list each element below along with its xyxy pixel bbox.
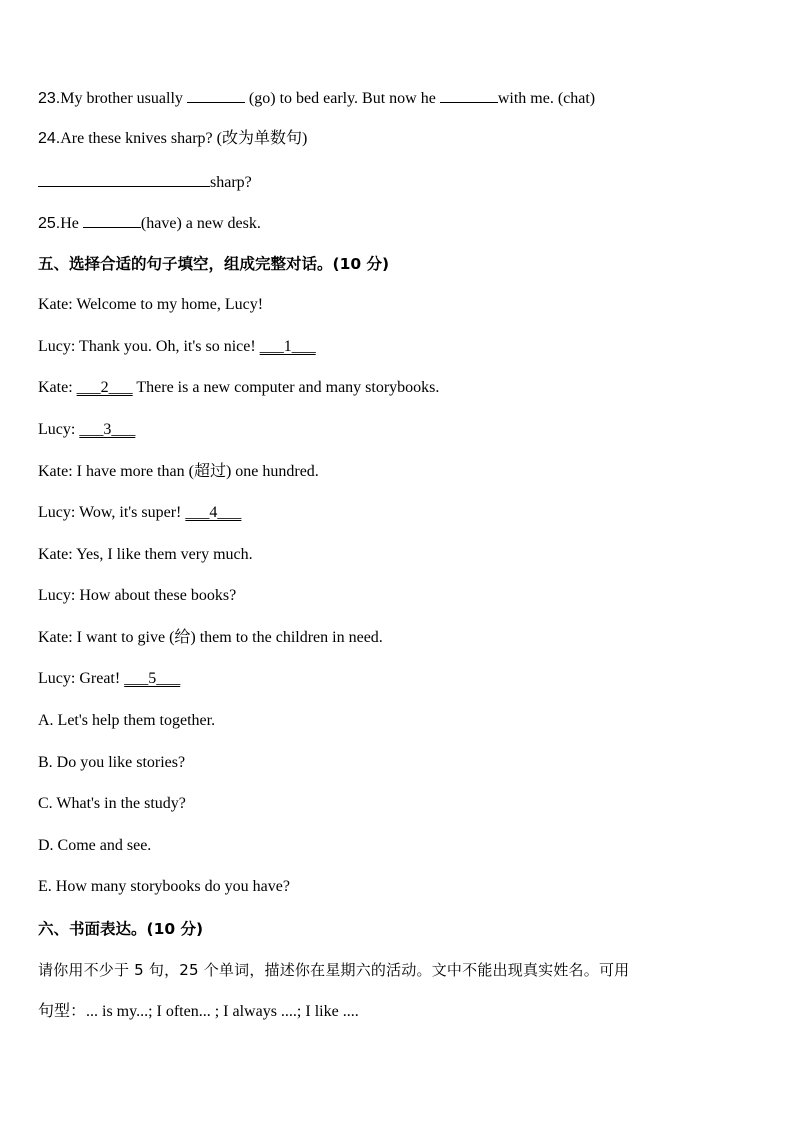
dialogue-text: Welcome to my home, Lucy! [76, 296, 264, 313]
option-e: E. How many storybooks do you have? [38, 878, 290, 895]
answer-blank[interactable] [83, 211, 141, 228]
dialogue-line [38, 419, 135, 441]
speaker: Lucy: [38, 670, 76, 687]
speaker: Kate: [38, 463, 73, 480]
answer-blank[interactable] [187, 86, 245, 103]
dialogue-text: Wow, it's super! [79, 504, 182, 521]
question-number: 24. [38, 130, 61, 147]
section-5-title: 五、选择合适的句子填空，组成完整对话。(10 分) [38, 255, 390, 273]
option-d: D. Come and see. [38, 837, 152, 854]
answer-blank-1[interactable]: ___1___ [259, 338, 316, 355]
dialogue-text: Thank you. Oh, it's so nice! [79, 338, 256, 355]
section-6-instruction-line-1: 请你用不少于 5 句，25 个单词，描述你在星期六的活动。文中不能出现真实姓名。可用 [38, 961, 630, 979]
question-24 [38, 128, 307, 150]
speaker: Kate: [38, 629, 73, 646]
dialogue-line [38, 294, 263, 316]
dialogue-text: How about these books? [79, 587, 237, 604]
option-c: C. What's in the study? [38, 795, 186, 812]
answer-suffix: sharp? [210, 174, 252, 191]
speaker: Lucy: [38, 504, 76, 521]
answer-blank[interactable] [440, 86, 498, 103]
question-number: 25. [38, 215, 61, 232]
section-6-title: 六、书面表达。(10 分) [38, 920, 204, 938]
question-text: Are these knives sharp? (改为单数句) [60, 130, 308, 147]
speaker: Kate: [38, 379, 73, 396]
question-text: (go) to bed early. [248, 90, 359, 107]
question-text: My brother usually [60, 90, 183, 107]
speaker: Kate: [38, 546, 73, 563]
question-text: But now he [362, 90, 436, 107]
question-text: (have) [140, 215, 182, 232]
answer-blank-2[interactable]: ___2___ [76, 379, 133, 396]
speaker: Lucy: [38, 421, 76, 438]
option-a: A. Let's help them together. [38, 712, 216, 729]
option-b: B. Do you like stories? [38, 754, 186, 771]
speaker: Kate: [38, 296, 73, 313]
answer-blank[interactable] [38, 170, 210, 187]
answer-blank-5[interactable]: ___5___ [124, 670, 181, 687]
answer-blank-4[interactable]: ___4___ [185, 504, 242, 521]
speaker: Lucy: [38, 587, 76, 604]
question-24-answer [38, 170, 252, 194]
speaker: Lucy: [38, 338, 76, 355]
dialogue-text: I have more than (超过) one hundred. [76, 463, 319, 480]
dialogue-text: There is a new computer and many storybooks. [136, 379, 440, 396]
question-25 [38, 211, 261, 235]
dialogue-line [38, 461, 319, 483]
dialogue-line [38, 377, 439, 399]
dialogue-line [38, 336, 316, 358]
dialogue-text: Yes, I like them very much. [76, 546, 253, 563]
question-text: with me. (chat) [497, 90, 596, 107]
dialogue-text: Great! [79, 670, 121, 687]
question-number: 23. [38, 90, 61, 107]
dialogue-line [38, 627, 383, 649]
answer-blank-3[interactable]: ___3___ [79, 421, 136, 438]
dialogue-line [38, 585, 236, 607]
question-text: a new desk. [185, 215, 261, 232]
question-23 [38, 86, 595, 110]
dialogue-line [38, 668, 180, 690]
section-6-instruction-line-2: 句型：... is my...; I often... ; I always ....; I like .... [38, 1003, 359, 1020]
dialogue-line [38, 502, 241, 524]
dialogue-line [38, 544, 253, 566]
dialogue-text: I want to give (给) them to the children in need. [76, 629, 383, 646]
question-text: He [60, 215, 79, 232]
